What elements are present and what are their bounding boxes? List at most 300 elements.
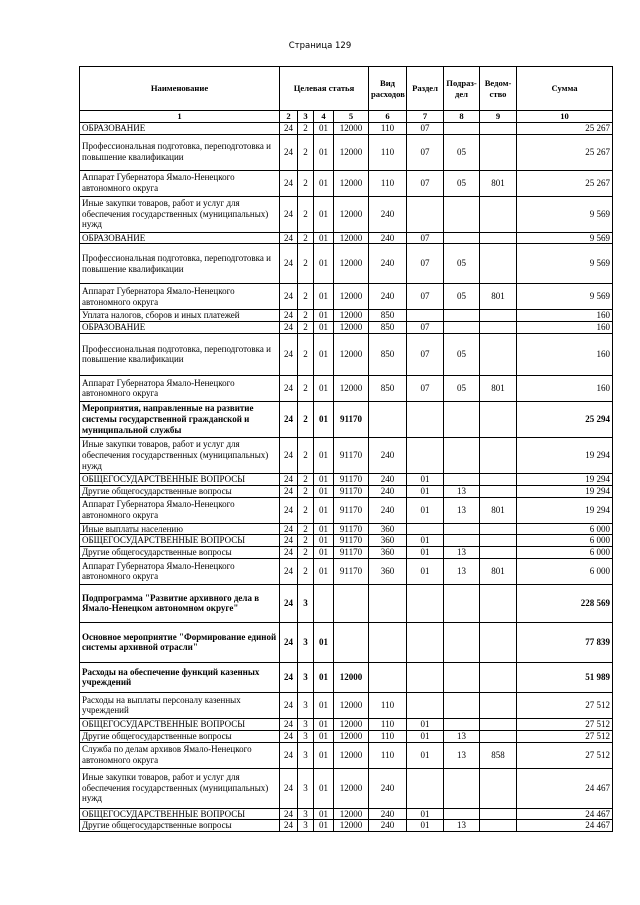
department-cell: 801 xyxy=(480,170,517,196)
amount-cell: 6 000 xyxy=(517,523,613,535)
subprogram-code-cell: 2 xyxy=(298,284,314,310)
subsection-cell: 13 xyxy=(444,730,480,742)
program-code-cell: 24 xyxy=(280,742,298,768)
subprogram-code-cell: 2 xyxy=(298,232,314,244)
row-name-cell: Профессиональная подготовка, переподготовка и повышение квалификации xyxy=(80,244,280,284)
subprogram-code-cell: 3 xyxy=(298,820,314,832)
amount-cell: 25 267 xyxy=(517,170,613,196)
department-cell xyxy=(480,134,517,170)
expense-type-cell: 240 xyxy=(369,485,407,497)
row-name-cell: Другие общегосударственные вопросы xyxy=(80,820,280,832)
row-name-cell: ОБРАЗОВАНИЕ xyxy=(80,122,280,134)
column-number: 10 xyxy=(517,111,613,123)
activity-code-cell: 01 xyxy=(314,547,334,559)
header-amount: Сумма xyxy=(517,67,613,111)
section-cell xyxy=(407,196,444,232)
program-code-cell: 24 xyxy=(280,333,298,375)
subsection-cell: 13 xyxy=(444,485,480,497)
expense-type-cell: 110 xyxy=(369,718,407,730)
section-cell: 01 xyxy=(407,808,444,820)
activity-code-cell: 01 xyxy=(314,401,334,437)
subprogram-code-cell: 2 xyxy=(298,244,314,284)
expense-type-cell: 360 xyxy=(369,523,407,535)
table-row xyxy=(80,333,613,375)
amount-cell: 19 294 xyxy=(517,473,613,485)
activity-code-cell: 01 xyxy=(314,232,334,244)
activity-code-cell: 01 xyxy=(314,820,334,832)
direction-code-cell: 91170 xyxy=(334,485,369,497)
expense-type-cell xyxy=(369,622,407,662)
section-cell: 01 xyxy=(407,558,444,584)
subprogram-code-cell: 2 xyxy=(298,523,314,535)
subprogram-code-cell: 3 xyxy=(298,808,314,820)
direction-code-cell: 91170 xyxy=(334,523,369,535)
expense-type-cell: 240 xyxy=(369,497,407,523)
program-code-cell: 24 xyxy=(280,547,298,559)
amount-cell: 25 267 xyxy=(517,122,613,134)
department-cell: 801 xyxy=(480,558,517,584)
direction-code-cell: 12000 xyxy=(334,662,369,692)
activity-code-cell: 01 xyxy=(314,134,334,170)
program-code-cell: 24 xyxy=(280,535,298,547)
row-name-cell: Иные закупки товаров, работ и услуг для обеспечения государственных (муниципальных) нужд xyxy=(80,196,280,232)
subsection-cell xyxy=(444,437,480,473)
row-name-cell: ОБЩЕГОСУДАРСТВЕННЫЕ ВОПРОСЫ xyxy=(80,535,280,547)
subsection-cell xyxy=(444,322,480,334)
table-row xyxy=(80,584,613,622)
direction-code-cell: 12000 xyxy=(334,820,369,832)
program-code-cell: 24 xyxy=(280,584,298,622)
subsection-cell xyxy=(444,535,480,547)
direction-code-cell: 91170 xyxy=(334,558,369,584)
expense-type-cell: 110 xyxy=(369,170,407,196)
expense-type-cell: 850 xyxy=(369,322,407,334)
department-cell: 801 xyxy=(480,375,517,401)
row-name-cell: Расходы на выплаты персоналу казенных учреждений xyxy=(80,692,280,718)
expense-type-cell: 360 xyxy=(369,535,407,547)
header-target-article: Целевая статья xyxy=(280,67,369,111)
column-number: 5 xyxy=(334,111,369,123)
section-cell: 07 xyxy=(407,333,444,375)
section-cell: 01 xyxy=(407,730,444,742)
row-name-cell: Подпрограмма "Развитие архивного дела в Ямало-Ненецком автономном округе" xyxy=(80,584,280,622)
direction-code-cell: 12000 xyxy=(334,170,369,196)
amount-cell: 228 569 xyxy=(517,584,613,622)
subsection-cell: 05 xyxy=(444,284,480,310)
amount-cell: 24 467 xyxy=(517,820,613,832)
subsection-cell: 13 xyxy=(444,547,480,559)
activity-code-cell: 01 xyxy=(314,473,334,485)
expense-type-cell: 240 xyxy=(369,820,407,832)
amount-cell: 160 xyxy=(517,310,613,322)
direction-code-cell: 12000 xyxy=(334,284,369,310)
subsection-cell: 05 xyxy=(444,375,480,401)
column-number: 9 xyxy=(480,111,517,123)
program-code-cell: 24 xyxy=(280,692,298,718)
amount-cell: 6 000 xyxy=(517,535,613,547)
activity-code-cell: 01 xyxy=(314,622,334,662)
section-cell xyxy=(407,622,444,662)
department-cell xyxy=(480,584,517,622)
section-cell: 01 xyxy=(407,742,444,768)
activity-code-cell: 01 xyxy=(314,437,334,473)
section-cell: 01 xyxy=(407,547,444,559)
table-row xyxy=(80,310,613,322)
expense-type-cell xyxy=(369,662,407,692)
program-code-cell: 24 xyxy=(280,134,298,170)
column-number-row xyxy=(80,111,613,123)
row-name-cell: Иные закупки товаров, работ и услуг для обеспечения государственных (муниципальных) нужд xyxy=(80,437,280,473)
amount-cell: 9 569 xyxy=(517,284,613,310)
activity-code-cell: 01 xyxy=(314,485,334,497)
row-name-cell: Мероприятия, направленные на развитие системы государственной гражданской и муниципальной службы xyxy=(80,401,280,437)
section-cell: 07 xyxy=(407,322,444,334)
amount-cell: 25 267 xyxy=(517,134,613,170)
page-number: Страница 129 xyxy=(288,41,352,51)
direction-code-cell: 91170 xyxy=(334,547,369,559)
department-cell xyxy=(480,310,517,322)
activity-code-cell: 01 xyxy=(314,558,334,584)
section-cell: 01 xyxy=(407,820,444,832)
amount-cell: 27 512 xyxy=(517,730,613,742)
department-cell xyxy=(480,820,517,832)
department-cell xyxy=(480,122,517,134)
direction-code-cell: 12000 xyxy=(334,310,369,322)
direction-code-cell: 12000 xyxy=(334,196,369,232)
subprogram-code-cell: 2 xyxy=(298,473,314,485)
direction-code-cell: 91170 xyxy=(334,473,369,485)
direction-code-cell: 12000 xyxy=(334,730,369,742)
expense-type-cell: 850 xyxy=(369,333,407,375)
subprogram-code-cell: 2 xyxy=(298,322,314,334)
subsection-cell xyxy=(444,401,480,437)
department-cell: 801 xyxy=(480,284,517,310)
subprogram-code-cell: 2 xyxy=(298,170,314,196)
subprogram-code-cell: 3 xyxy=(298,662,314,692)
activity-code-cell: 01 xyxy=(314,808,334,820)
table-row xyxy=(80,742,613,768)
direction-code-cell xyxy=(334,622,369,662)
header-section: Раздел xyxy=(407,67,444,111)
expense-type-cell: 240 xyxy=(369,244,407,284)
expense-type-cell xyxy=(369,401,407,437)
amount-cell: 24 467 xyxy=(517,768,613,808)
subprogram-code-cell: 2 xyxy=(298,196,314,232)
activity-code-cell: 01 xyxy=(314,170,334,196)
section-cell: 07 xyxy=(407,134,444,170)
department-cell: 801 xyxy=(480,497,517,523)
department-cell: 858 xyxy=(480,742,517,768)
department-cell xyxy=(480,768,517,808)
row-name-cell: Иные закупки товаров, работ и услуг для обеспечения государственных (муниципальных) нужд xyxy=(80,768,280,808)
section-cell: 01 xyxy=(407,473,444,485)
direction-code-cell: 12000 xyxy=(334,232,369,244)
row-name-cell: ОБЩЕГОСУДАРСТВЕННЫЕ ВОПРОСЫ xyxy=(80,808,280,820)
column-number: 7 xyxy=(407,111,444,123)
row-name-cell: Аппарат Губернатора Ямало-Ненецкого автономного округа xyxy=(80,284,280,310)
amount-cell: 27 512 xyxy=(517,718,613,730)
expense-type-cell: 240 xyxy=(369,768,407,808)
row-name-cell: Аппарат Губернатора Ямало-Ненецкого автономного округа xyxy=(80,170,280,196)
expense-type-cell: 240 xyxy=(369,437,407,473)
table-row xyxy=(80,170,613,196)
activity-code-cell: 01 xyxy=(314,244,334,284)
subsection-cell xyxy=(444,310,480,322)
table-row xyxy=(80,768,613,808)
department-cell xyxy=(480,196,517,232)
section-cell: 01 xyxy=(407,497,444,523)
activity-code-cell: 01 xyxy=(314,284,334,310)
table-row xyxy=(80,232,613,244)
activity-code-cell: 01 xyxy=(314,333,334,375)
section-cell xyxy=(407,662,444,692)
program-code-cell: 24 xyxy=(280,473,298,485)
table-row xyxy=(80,730,613,742)
activity-code-cell: 01 xyxy=(314,322,334,334)
subsection-cell xyxy=(444,232,480,244)
activity-code-cell: 01 xyxy=(314,718,334,730)
row-name-cell: Аппарат Губернатора Ямало-Ненецкого автономного округа xyxy=(80,558,280,584)
subprogram-code-cell: 2 xyxy=(298,437,314,473)
table-row xyxy=(80,196,613,232)
table-row xyxy=(80,535,613,547)
table-row xyxy=(80,437,613,473)
table-row xyxy=(80,820,613,832)
direction-code-cell: 12000 xyxy=(334,244,369,284)
direction-code-cell: 91170 xyxy=(334,437,369,473)
program-code-cell: 24 xyxy=(280,497,298,523)
activity-code-cell: 01 xyxy=(314,310,334,322)
activity-code-cell: 01 xyxy=(314,768,334,808)
section-cell: 07 xyxy=(407,122,444,134)
expense-type-cell: 360 xyxy=(369,558,407,584)
table-row xyxy=(80,122,613,134)
expense-type-cell: 240 xyxy=(369,232,407,244)
activity-code-cell: 01 xyxy=(314,523,334,535)
subprogram-code-cell: 3 xyxy=(298,718,314,730)
subprogram-code-cell: 2 xyxy=(298,333,314,375)
row-name-cell: ОБРАЗОВАНИЕ xyxy=(80,322,280,334)
activity-code-cell: 01 xyxy=(314,375,334,401)
section-cell xyxy=(407,523,444,535)
section-cell xyxy=(407,692,444,718)
department-cell xyxy=(480,232,517,244)
subsection-cell: 05 xyxy=(444,170,480,196)
header-subsection: Подраз-дел xyxy=(444,67,480,111)
table-row xyxy=(80,497,613,523)
department-cell xyxy=(480,730,517,742)
subprogram-code-cell: 2 xyxy=(298,485,314,497)
amount-cell: 19 294 xyxy=(517,485,613,497)
expense-type-cell: 110 xyxy=(369,730,407,742)
expense-type-cell: 240 xyxy=(369,284,407,310)
section-cell: 01 xyxy=(407,718,444,730)
row-name-cell: Уплата налогов, сборов и иных платежей xyxy=(80,310,280,322)
subsection-cell xyxy=(444,523,480,535)
table-row xyxy=(80,375,613,401)
table-row xyxy=(80,485,613,497)
table-row xyxy=(80,523,613,535)
program-code-cell: 24 xyxy=(280,718,298,730)
section-cell xyxy=(407,437,444,473)
program-code-cell: 24 xyxy=(280,375,298,401)
subsection-cell: 13 xyxy=(444,497,480,523)
direction-code-cell: 12000 xyxy=(334,122,369,134)
header-name: Наименование xyxy=(80,67,280,111)
header-department: Ведом-ство xyxy=(480,67,517,111)
activity-code-cell: 01 xyxy=(314,122,334,134)
direction-code-cell: 12000 xyxy=(334,742,369,768)
direction-code-cell xyxy=(334,584,369,622)
expense-type-cell xyxy=(369,584,407,622)
amount-cell: 9 569 xyxy=(517,244,613,284)
subsection-cell xyxy=(444,718,480,730)
direction-code-cell: 12000 xyxy=(334,768,369,808)
direction-code-cell: 91170 xyxy=(334,535,369,547)
section-cell: 01 xyxy=(407,535,444,547)
amount-cell: 6 000 xyxy=(517,558,613,584)
row-name-cell: Профессиональная подготовка, переподготовка и повышение квалификации xyxy=(80,134,280,170)
row-name-cell: Расходы на обеспечение функций казенных учреждений xyxy=(80,662,280,692)
activity-code-cell: 01 xyxy=(314,196,334,232)
subprogram-code-cell: 3 xyxy=(298,768,314,808)
row-name-cell: Другие общегосударственные вопросы xyxy=(80,547,280,559)
subprogram-code-cell: 3 xyxy=(298,584,314,622)
subsection-cell: 05 xyxy=(444,134,480,170)
expense-type-cell: 360 xyxy=(369,547,407,559)
subprogram-code-cell: 3 xyxy=(298,692,314,718)
row-name-cell: ОБЩЕГОСУДАРСТВЕННЫЕ ВОПРОСЫ xyxy=(80,718,280,730)
department-cell xyxy=(480,547,517,559)
program-code-cell: 24 xyxy=(280,232,298,244)
budget-table xyxy=(79,66,613,832)
header-row xyxy=(80,67,613,111)
subsection-cell xyxy=(444,473,480,485)
subprogram-code-cell: 2 xyxy=(298,310,314,322)
subsection-cell xyxy=(444,768,480,808)
program-code-cell: 24 xyxy=(280,730,298,742)
section-cell xyxy=(407,401,444,437)
direction-code-cell: 12000 xyxy=(334,375,369,401)
department-cell xyxy=(480,523,517,535)
column-number: 2 xyxy=(280,111,298,123)
amount-cell: 27 512 xyxy=(517,742,613,768)
section-cell xyxy=(407,310,444,322)
direction-code-cell: 12000 xyxy=(334,808,369,820)
amount-cell: 19 294 xyxy=(517,497,613,523)
program-code-cell: 24 xyxy=(280,401,298,437)
department-cell xyxy=(480,808,517,820)
subprogram-code-cell: 2 xyxy=(298,134,314,170)
program-code-cell: 24 xyxy=(280,558,298,584)
amount-cell: 160 xyxy=(517,333,613,375)
subprogram-code-cell: 2 xyxy=(298,497,314,523)
expense-type-cell: 110 xyxy=(369,134,407,170)
activity-code-cell xyxy=(314,584,334,622)
program-code-cell: 24 xyxy=(280,768,298,808)
department-cell xyxy=(480,718,517,730)
amount-cell: 77 839 xyxy=(517,622,613,662)
expense-type-cell: 240 xyxy=(369,808,407,820)
row-name-cell: Профессиональная подготовка, переподготовка и повышение квалификации xyxy=(80,333,280,375)
expense-type-cell: 850 xyxy=(369,310,407,322)
program-code-cell: 24 xyxy=(280,808,298,820)
subsection-cell xyxy=(444,122,480,134)
amount-cell: 6 000 xyxy=(517,547,613,559)
expense-type-cell: 850 xyxy=(369,375,407,401)
amount-cell: 160 xyxy=(517,375,613,401)
table-row xyxy=(80,284,613,310)
section-cell: 07 xyxy=(407,170,444,196)
program-code-cell: 24 xyxy=(280,310,298,322)
amount-cell: 27 512 xyxy=(517,692,613,718)
section-cell xyxy=(407,768,444,808)
subsection-cell: 13 xyxy=(444,558,480,584)
activity-code-cell: 01 xyxy=(314,692,334,718)
program-code-cell: 24 xyxy=(280,437,298,473)
program-code-cell: 24 xyxy=(280,820,298,832)
expense-type-cell: 110 xyxy=(369,742,407,768)
subprogram-code-cell: 2 xyxy=(298,375,314,401)
activity-code-cell: 01 xyxy=(314,742,334,768)
table-row xyxy=(80,558,613,584)
section-cell xyxy=(407,584,444,622)
program-code-cell: 24 xyxy=(280,170,298,196)
section-cell: 07 xyxy=(407,232,444,244)
amount-cell: 160 xyxy=(517,322,613,334)
direction-code-cell: 12000 xyxy=(334,322,369,334)
direction-code-cell: 91170 xyxy=(334,497,369,523)
subsection-cell xyxy=(444,662,480,692)
row-name-cell: Служба по делам архивов Ямало-Ненецкого автономного округа xyxy=(80,742,280,768)
subsection-cell xyxy=(444,584,480,622)
program-code-cell: 24 xyxy=(280,244,298,284)
subprogram-code-cell: 3 xyxy=(298,742,314,768)
subsection-cell: 05 xyxy=(444,244,480,284)
row-name-cell: Иные выплаты населению xyxy=(80,523,280,535)
direction-code-cell: 12000 xyxy=(334,718,369,730)
activity-code-cell: 01 xyxy=(314,535,334,547)
table-row xyxy=(80,547,613,559)
department-cell xyxy=(480,322,517,334)
amount-cell: 24 467 xyxy=(517,808,613,820)
amount-cell: 9 569 xyxy=(517,196,613,232)
activity-code-cell: 01 xyxy=(314,497,334,523)
expense-type-cell: 110 xyxy=(369,122,407,134)
table-row xyxy=(80,692,613,718)
section-cell: 07 xyxy=(407,244,444,284)
subsection-cell xyxy=(444,196,480,232)
subsection-cell xyxy=(444,622,480,662)
column-number: 1 xyxy=(80,111,280,123)
table-row xyxy=(80,662,613,692)
table-row xyxy=(80,622,613,662)
department-cell xyxy=(480,437,517,473)
expense-type-cell: 240 xyxy=(369,196,407,232)
subprogram-code-cell: 3 xyxy=(298,622,314,662)
subprogram-code-cell: 2 xyxy=(298,547,314,559)
program-code-cell: 24 xyxy=(280,122,298,134)
department-cell xyxy=(480,244,517,284)
program-code-cell: 24 xyxy=(280,322,298,334)
activity-code-cell: 01 xyxy=(314,730,334,742)
section-cell: 07 xyxy=(407,284,444,310)
direction-code-cell: 12000 xyxy=(334,134,369,170)
direction-code-cell: 12000 xyxy=(334,333,369,375)
subsection-cell xyxy=(444,692,480,718)
section-cell: 07 xyxy=(407,375,444,401)
column-number: 8 xyxy=(444,111,480,123)
